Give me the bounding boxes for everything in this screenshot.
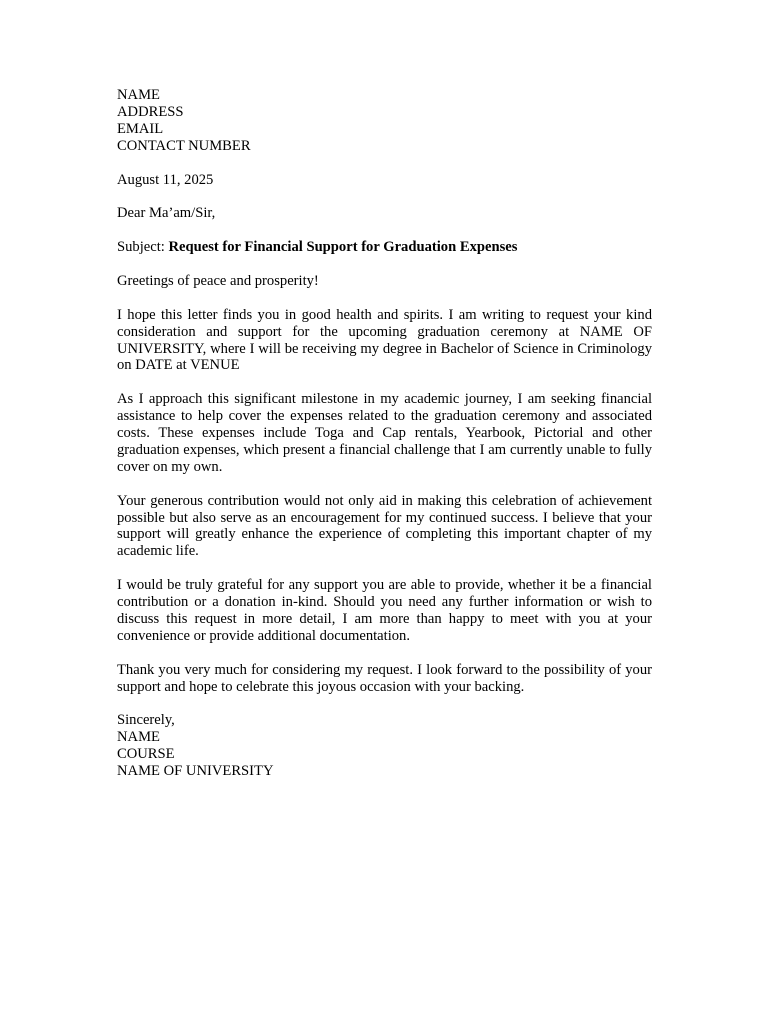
body-paragraph-1: I hope this letter finds you in good health and spirits. I am writing to request your kind consideration and support for the upcoming graduation ceremony at NAME OF UNIVERSITY, where I will be receiving my degree in Bachelor of Science in Criminology on DATE at VENUE — [117, 306, 652, 374]
closing-course: COURSE — [117, 746, 175, 763]
subject-title: Request for Financial Support for Graduation Expenses — [168, 239, 518, 256]
sender-address: ADDRESS — [117, 103, 184, 120]
body-paragraph-4: I would be truly grateful for any support you are able to provide, whether it be a financial contribution or a donation in-kind. Should you need any further information or wish to discuss this request in more detail, I am more than happy to meet with you at your convenience or provide additional documentation. — [117, 577, 652, 644]
subject-label: Subject: — [117, 239, 169, 256]
letter-date: August 11, 2025 — [117, 171, 214, 188]
salutation: Dear Ma’am/Sir, — [117, 205, 216, 222]
sender-contact-number: CONTACT NUMBER — [117, 137, 251, 154]
letter-body — [117, 87, 652, 780]
sender-name: NAME — [117, 87, 160, 103]
valediction: Sincerely, — [117, 712, 175, 729]
sender-email: EMAIL — [117, 120, 164, 137]
sender-block — [117, 87, 652, 155]
closing-block — [117, 712, 652, 780]
greeting-line: Greetings of peace and prosperity! — [117, 272, 319, 289]
closing-name: NAME — [117, 729, 160, 746]
closing-university: NAME OF UNIVERSITY — [117, 763, 274, 780]
body-paragraph-3: Your generous contribution would not only aid in making this celebration of achievement possible but also serve as an encouragement for my continued success. I believe that your support will greatly enhance the experience of completing this important chapter of my academic life. — [117, 492, 652, 560]
body-paragraph-2: As I approach this significant milestone in my academic journey, I am seeking financial assistance to help cover the expenses related to the graduation ceremony and associated costs. These expenses include Toga and Cap rentals, Yearbook, Pictorial and other graduation expenses, which present a financial challenge that I am currently unable to fully cover on my own. — [117, 391, 652, 475]
subject-line — [117, 239, 652, 256]
body-paragraph-5: Thank you very much for considering my request. I look forward to the possibility of your support and hope to celebrate this joyous occasion with your backing. — [117, 661, 652, 695]
